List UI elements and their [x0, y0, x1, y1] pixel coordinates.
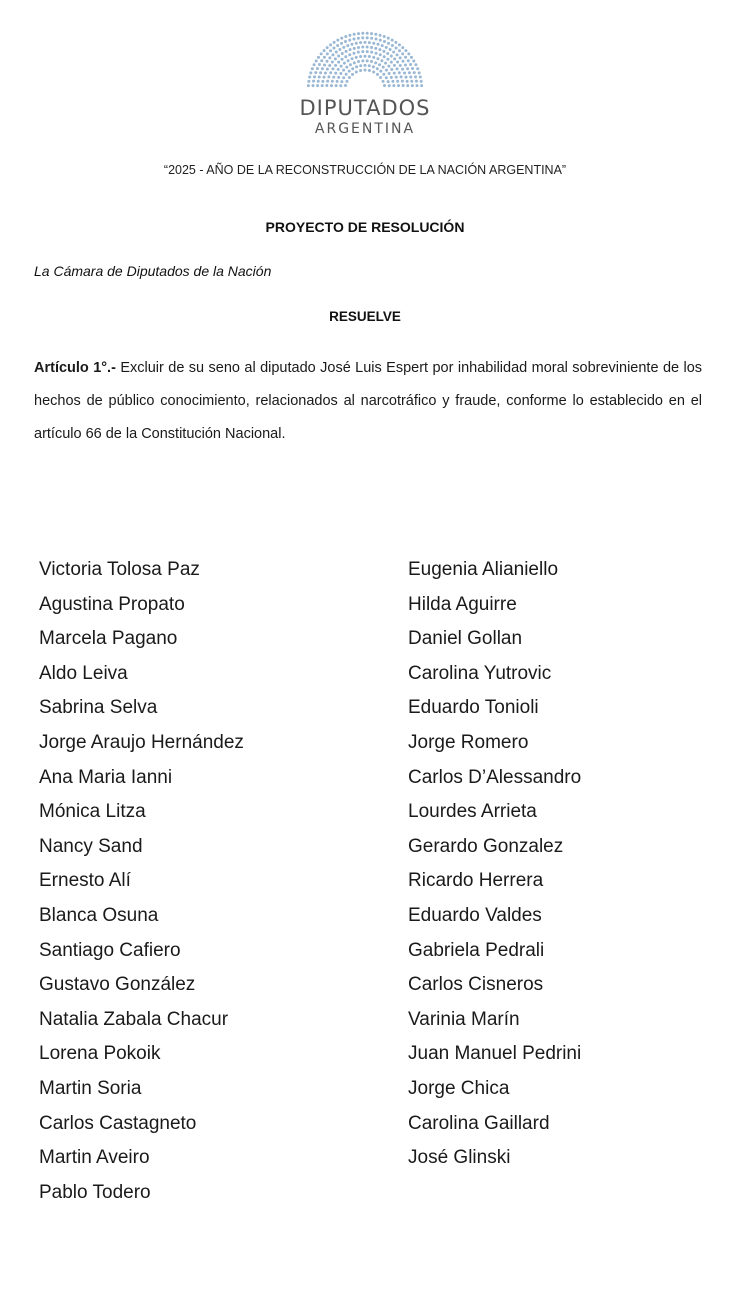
- hemicycle-seat-dot: [395, 76, 398, 79]
- signatory-name: Daniel Gollan: [408, 628, 523, 650]
- hemicycle-seat-dot: [329, 43, 332, 46]
- signatory-name: Jorge Chica: [408, 1077, 510, 1099]
- hemicycle-seat-dot: [377, 43, 380, 46]
- hemicycle-seat-dot: [406, 80, 409, 83]
- hemicycle-seat-dot: [416, 67, 419, 70]
- signatory-name: Ana Maria Ianni: [39, 766, 173, 788]
- hemicycle-seat-dot: [405, 76, 408, 79]
- signatory-name: Ernesto Alí: [39, 870, 131, 892]
- hemicycle-seat-dot: [364, 69, 367, 72]
- hemicycle-seat-dot: [309, 71, 312, 74]
- hemicycle-seat-dot: [388, 84, 391, 87]
- hemicycle-seat-dot: [331, 80, 334, 83]
- signatory-name: Carlos Cisneros: [408, 974, 544, 996]
- hemicycle-seat-dot: [330, 84, 333, 87]
- article-1: [34, 352, 702, 451]
- signatory-name: José Glinski: [408, 1147, 511, 1169]
- hemicycle-seat-dot: [400, 75, 403, 78]
- hemicycle-seat-dot: [308, 76, 311, 79]
- hemicycle-seat-dot: [393, 57, 396, 60]
- hemicycle-seat-dot: [409, 63, 412, 66]
- hemicycle-seat-dot: [380, 59, 383, 62]
- hemicycle-seat-dot: [314, 71, 317, 74]
- hemicycle-seat-dot: [357, 37, 360, 40]
- hemicycle-seat-dot: [340, 80, 343, 83]
- signatory-name: Pablo Todero: [39, 1181, 151, 1203]
- hemicycle-seat-dot: [407, 52, 410, 55]
- hemicycle-seat-dot: [390, 68, 393, 71]
- signatory-name: Mónica Litza: [39, 801, 146, 823]
- hemicycle-seat-dot: [366, 32, 369, 35]
- hemicycle-seat-dot: [404, 63, 407, 66]
- hemicycle-seat-dot: [379, 70, 382, 73]
- hemicycle-seat-dot: [357, 51, 360, 54]
- hemicycle-seat-dot: [359, 64, 362, 67]
- hemicycle-seat-dot: [372, 56, 375, 59]
- hemicycle-seat-dot: [387, 42, 390, 45]
- hemicycle-seat-dot: [364, 64, 367, 67]
- hemicycle-seat-dot: [351, 73, 354, 76]
- hemicycle-seat-dot: [378, 63, 381, 66]
- hemicycle-seat-dot: [320, 59, 323, 62]
- hemicycle-seat-dot: [414, 63, 417, 66]
- signatory-name: Martin Aveiro: [39, 1147, 150, 1169]
- hemicycle-seat-dot: [350, 43, 353, 46]
- signatory-name: Carlos D’Alessandro: [408, 766, 582, 788]
- signatory-name: Varinia Marín: [408, 1008, 520, 1030]
- hemicycle-seat-dot: [321, 84, 324, 87]
- hemicycle-seat-dot: [420, 84, 423, 87]
- hemicycle-seat-dot: [361, 32, 364, 35]
- hemicycle-seat-dot: [332, 47, 335, 50]
- hemicycle-seat-dot: [370, 37, 373, 40]
- hemicycle-seat-dot: [331, 53, 334, 56]
- hemicycle-seat-dot: [398, 71, 401, 74]
- signatory-name: Juan Manuel Pedrini: [408, 1043, 582, 1065]
- hemicycle-seat-dot: [347, 59, 350, 62]
- hemicycle-seat-dot: [381, 44, 384, 47]
- hemicycle-seat-dot: [366, 46, 369, 49]
- hemicycle-seat-dot: [364, 41, 367, 44]
- hemicycle-seat-dot: [401, 68, 404, 71]
- hemicycle-seat-dot: [376, 57, 379, 60]
- hemicycle-seat-dot: [393, 72, 396, 75]
- article-label: Artículo 1°.-: [34, 360, 116, 376]
- hemicycle-seat-dot: [375, 52, 378, 55]
- hemicycle-seat-dot: [326, 80, 329, 83]
- hemicycle-seat-dot: [391, 44, 394, 47]
- hemicycle-seat-dot: [357, 46, 360, 49]
- hemicycle-seat-dot: [392, 51, 395, 54]
- signatory-name: Carolina Yutrovic: [408, 662, 552, 684]
- hemicycle-seat-dot: [383, 84, 386, 87]
- signatory-name: Martin Soria: [39, 1077, 142, 1099]
- hemicycle-seat-dot: [355, 42, 358, 45]
- hemicycle-seat-dot: [323, 49, 326, 52]
- hemicycle-seat-dot: [313, 75, 316, 78]
- hemicycle-seat-dot: [402, 84, 405, 87]
- hemicycle-seat-dot: [335, 84, 338, 87]
- hemicycle-seat-dot: [325, 84, 328, 87]
- hemicycle-seat-dot: [333, 41, 336, 44]
- chamber-heading: La Cámara de Diputados de la Nación: [34, 263, 272, 279]
- hemicycle-seat-dot: [366, 36, 369, 39]
- hemicycle-seat-dot: [339, 72, 342, 75]
- hemicycle-seat-dot: [359, 55, 362, 58]
- hemicycle-seat-dot: [372, 70, 375, 73]
- hemicycle-seat-dot: [409, 75, 412, 78]
- hemicycle-seat-dot: [357, 32, 360, 35]
- hemicycle-seat-dot: [372, 65, 375, 68]
- hemicycle-seat-dot: [315, 59, 318, 62]
- hemicycle-seat-dot: [353, 47, 356, 50]
- hemicycle-seat-dot: [390, 76, 393, 79]
- hemicycle-seat-dot: [317, 80, 320, 83]
- hemicycle-seat-dot: [382, 50, 385, 53]
- hemicycle-seat-dot: [312, 80, 315, 83]
- hemicycle-seat-dot: [334, 57, 337, 60]
- hemicycle-seat-dot: [376, 67, 379, 70]
- resolve-heading: RESUELVE: [329, 309, 401, 324]
- hemicycle-seat-dot: [359, 41, 362, 44]
- hemicycle-seat-dot: [337, 61, 340, 64]
- hemicycle-seat-dot: [385, 69, 388, 72]
- hemicycle-seat-dot: [348, 39, 351, 42]
- hemicycle-seat-dot: [420, 80, 423, 83]
- hemicycle-seat-dot: [352, 52, 355, 55]
- hemicycle-seat-dot: [410, 80, 413, 83]
- hemicycle-seat-dot: [361, 36, 364, 39]
- hemicycle-seat-dot: [411, 84, 414, 87]
- hemicycle-seat-dot: [311, 67, 314, 70]
- hemicycle-seat-dot: [403, 72, 406, 75]
- hemicycle-seat-dot: [376, 73, 379, 76]
- hemicycle-seat-dot: [374, 47, 377, 50]
- hemicycle-seat-dot: [355, 56, 358, 59]
- hemicycle-seat-dot: [383, 40, 386, 43]
- hemicycle-seat-dot: [384, 62, 387, 65]
- hemicycle-seat-dot: [336, 80, 339, 83]
- hemicycle-seat-dot: [326, 60, 329, 63]
- hemicycle-seat-dot: [334, 72, 337, 75]
- hemicycle-seat-dot: [342, 76, 345, 79]
- hemicycle-seat-dot: [326, 46, 329, 49]
- hemicycle-seat-dot: [344, 35, 347, 38]
- hemicycle-seat-dot: [323, 56, 326, 59]
- hemicycle-seat-dot: [401, 46, 404, 49]
- hemicycle-seat-dot: [410, 56, 413, 59]
- hemicycle-seat-dot: [351, 67, 354, 70]
- hemicycle-seat-dot: [398, 43, 401, 46]
- hemicycle-seat-dot: [370, 46, 373, 49]
- hemicycle-seat-dot: [394, 41, 397, 44]
- hemicycle-seat-dot: [339, 84, 342, 87]
- signatory-name: Gustavo González: [39, 974, 196, 996]
- hemicycle-seat-dot: [355, 65, 358, 68]
- hemicycle-icon: [305, 30, 425, 92]
- hemicycle-seat-dot: [368, 55, 371, 58]
- hemicycle-seat-dot: [399, 56, 402, 59]
- hemicycle-seat-dot: [368, 69, 371, 72]
- hemicycle-seat-dot: [326, 68, 329, 71]
- hemicycle-seat-dot: [344, 40, 347, 43]
- hemicycle-seat-dot: [353, 61, 356, 64]
- signatory-name: Blanca Osuna: [39, 904, 159, 926]
- signatory-name: Marcela Pagano: [39, 628, 178, 650]
- hemicycle-seat-dot: [321, 67, 324, 70]
- signatories-right: [408, 556, 581, 1179]
- hemicycle-seat-dot: [386, 58, 389, 61]
- hemicycle-seat-dot: [361, 50, 364, 53]
- signatory-name: Jorge Araujo Hernández: [39, 731, 244, 753]
- hemicycle-seat-dot: [389, 48, 392, 51]
- hemicycle-seat-dot: [327, 75, 330, 78]
- hemicycle-seat-dot: [396, 60, 399, 63]
- hemicycle-seat-dot: [396, 80, 399, 83]
- hemicycle-seat-dot: [391, 39, 394, 42]
- hemicycle-seat-dot: [328, 56, 331, 59]
- signatory-name: Eduardo Valdes: [408, 904, 542, 926]
- hemicycle-seat-dot: [321, 80, 324, 83]
- hemicycle-seat-dot: [359, 69, 362, 72]
- signatory-name: Lorena Pokoik: [39, 1043, 161, 1065]
- hemicycle-seat-dot: [398, 49, 401, 52]
- hemicycle-seat-dot: [412, 59, 415, 62]
- hemicycle-seat-dot: [379, 76, 382, 79]
- hemicycle-seat-dot: [311, 84, 314, 87]
- hemicycle-seat-dot: [368, 64, 371, 67]
- hemicycle-seat-dot: [382, 80, 385, 83]
- hemicycle-seat-dot: [335, 51, 338, 54]
- hemicycle-seat-dot: [374, 61, 377, 64]
- hemicycle-seat-dot: [345, 50, 348, 53]
- signatory-name: Gerardo Gonzalez: [408, 835, 564, 857]
- hemicycle-seat-dot: [382, 66, 385, 69]
- hemicycle-seat-dot: [349, 48, 352, 51]
- hemicycle-seat-dot: [348, 76, 351, 79]
- hemicycle-seat-dot: [408, 71, 411, 74]
- hemicycle-seat-dot: [318, 63, 321, 66]
- signatory-name: Gabriela Pedrali: [408, 939, 545, 961]
- hemicycle-seat-dot: [329, 71, 332, 74]
- hemicycle-seat-dot: [338, 48, 341, 51]
- hemicycle-seat-dot: [401, 80, 404, 83]
- hemicycle-seat-dot: [404, 49, 407, 52]
- article-text: Excluir de su seno al diputado José Luis Espert por inhabilidad moral sobreviniente de los hechos de público conocimiento, relacionados al narcotráfico y fraude, conforme lo establecido en el artículo 66 de la Constitución Nacional.: [34, 360, 703, 442]
- year-motto: “2025 - AÑO DE LA RECONSTRUCCIÓN DE LA NACIÓN ARGENTINA”: [163, 163, 567, 177]
- hemicycle-seat-dot: [366, 59, 369, 62]
- signatory-name: Natalia Zabala Chacur: [39, 1008, 229, 1030]
- signatory-name: Carlos Castagneto: [39, 1112, 197, 1134]
- signatory-name: Nancy Sand: [39, 835, 143, 857]
- hemicycle-seat-dot: [317, 56, 320, 59]
- hemicycle-seat-dot: [342, 69, 345, 72]
- hemicycle-seat-dot: [379, 53, 382, 56]
- hemicycle-seat-dot: [328, 64, 331, 67]
- hemicycle-seat-dot: [340, 37, 343, 40]
- hemicycle-seat-dot: [383, 35, 386, 38]
- hemicycle-seat-dot: [331, 60, 334, 63]
- hemicycle-seat-dot: [366, 50, 369, 53]
- hemicycle-seat-dot: [336, 44, 339, 47]
- hemicycle-seat-dot: [383, 55, 386, 58]
- hemicycle-seat-dot: [386, 52, 389, 55]
- hemicycle-seat-dot: [336, 39, 339, 42]
- signatory-name: Hilda Aguirre: [408, 593, 517, 615]
- hemicycle-seat-dot: [342, 46, 345, 49]
- signatory-name: Victoria Tolosa Paz: [39, 559, 200, 580]
- signatory-name: Sabrina Selva: [39, 697, 158, 719]
- hemicycle-seat-dot: [340, 65, 343, 68]
- logo-subtitle: ARGENTINA: [314, 121, 416, 137]
- hemicycle-seat-dot: [357, 60, 360, 63]
- signatory-name: Eugenia Alianiello: [408, 559, 559, 580]
- logo-title: DIPUTADOS: [299, 96, 431, 120]
- signatory-name: Santiago Cafiero: [39, 939, 181, 961]
- hemicycle-seat-dot: [332, 76, 335, 79]
- hemicycle-seat-dot: [318, 75, 321, 78]
- hemicycle-seat-dot: [413, 71, 416, 74]
- hemicycle-seat-dot: [379, 39, 382, 42]
- hemicycle-seat-dot: [388, 72, 391, 75]
- hemicycle-seat-dot: [395, 47, 398, 50]
- hemicycle-seat-dot: [361, 46, 364, 49]
- hemicycle-seat-dot: [415, 80, 418, 83]
- hemicycle-seat-dot: [337, 76, 340, 79]
- hemicycle-seat-dot: [320, 52, 323, 55]
- hemicycle-seat-dot: [368, 41, 371, 44]
- hemicycle-seat-dot: [401, 52, 404, 55]
- hemicycle-seat-dot: [323, 63, 326, 66]
- hemicycle-seat-dot: [353, 33, 356, 36]
- hemicycle-seat-dot: [406, 84, 409, 87]
- hemicycle-seat-dot: [322, 76, 325, 79]
- document-title: PROYECTO DE RESOLUCIÓN: [265, 219, 465, 235]
- hemicycle-seat-dot: [344, 84, 347, 87]
- signatory-name: Jorge Romero: [408, 731, 529, 753]
- hemicycle-seat-dot: [387, 37, 390, 40]
- hemicycle-seat-dot: [346, 44, 349, 47]
- hemicycle-seat-dot: [374, 33, 377, 36]
- diputados-logo: [0, 30, 730, 137]
- hemicycle-seat-dot: [334, 64, 337, 67]
- hemicycle-seat-dot: [396, 67, 399, 70]
- hemicycle-seat-dot: [316, 84, 319, 87]
- hemicycle-seat-dot: [404, 56, 407, 59]
- hemicycle-seat-dot: [343, 62, 346, 65]
- hemicycle-seat-dot: [307, 80, 310, 83]
- hemicycle-seat-dot: [370, 60, 373, 63]
- hemicycle-seat-dot: [414, 75, 417, 78]
- hemicycle-seat-dot: [387, 65, 390, 68]
- hemicycle-seat-dot: [379, 34, 382, 37]
- hemicycle-seat-dot: [313, 63, 316, 66]
- hemicycle-seat-dot: [348, 34, 351, 37]
- hemicycle-seat-dot: [396, 53, 399, 56]
- hemicycle-seat-dot: [370, 32, 373, 35]
- hemicycle-seat-dot: [385, 46, 388, 49]
- hemicycle-seat-dot: [337, 55, 340, 58]
- hemicycle-seat-dot: [416, 84, 419, 87]
- hemicycle-seat-dot: [355, 70, 358, 73]
- hemicycle-seat-dot: [406, 67, 409, 70]
- hemicycle-seat-dot: [411, 67, 414, 70]
- hemicycle-seat-dot: [372, 42, 375, 45]
- hemicycle-seat-dot: [390, 61, 393, 64]
- hemicycle-seat-dot: [349, 63, 352, 66]
- hemicycle-seat-dot: [364, 55, 367, 58]
- hemicycle-seat-dot: [351, 57, 354, 60]
- hemicycle-seat-dot: [307, 84, 310, 87]
- hemicycle-seat-dot: [345, 80, 348, 83]
- signatory-name: Carolina Gaillard: [408, 1112, 550, 1134]
- signatories-left: [39, 556, 244, 1213]
- hemicycle-seat-dot: [407, 59, 410, 62]
- hemicycle-seat-dot: [418, 71, 421, 74]
- hemicycle-seat-dot: [401, 60, 404, 63]
- hemicycle-seat-dot: [361, 59, 364, 62]
- hemicycle-seat-dot: [341, 52, 344, 55]
- signatory-name: Aldo Leiva: [39, 662, 128, 684]
- hemicycle-seat-dot: [340, 42, 343, 45]
- hemicycle-seat-dot: [331, 67, 334, 70]
- hemicycle-seat-dot: [345, 73, 348, 76]
- hemicycle-seat-dot: [390, 55, 393, 58]
- hemicycle-seat-dot: [387, 80, 390, 83]
- hemicycle-seat-dot: [419, 76, 422, 79]
- signatory-name: Ricardo Herrera: [408, 870, 544, 892]
- hemicycle-seat-dot: [375, 37, 378, 40]
- hemicycle-seat-dot: [319, 71, 322, 74]
- hemicycle-seat-dot: [399, 64, 402, 67]
- hemicycle-seat-dot: [345, 66, 348, 69]
- hemicycle-seat-dot: [382, 73, 385, 76]
- hemicycle-seat-dot: [348, 53, 351, 56]
- hemicycle-seat-dot: [316, 67, 319, 70]
- hemicycle-seat-dot: [324, 72, 327, 75]
- signatory-name: Agustina Propato: [39, 593, 185, 615]
- hemicycle-seat-dot: [397, 84, 400, 87]
- hemicycle-seat-dot: [378, 48, 381, 51]
- hemicycle-seat-dot: [392, 84, 395, 87]
- hemicycle-seat-dot: [341, 58, 344, 61]
- hemicycle-seat-dot: [329, 49, 332, 52]
- hemicycle-seat-dot: [391, 80, 394, 83]
- signatory-name: Lourdes Arrieta: [408, 801, 537, 823]
- hemicycle-seat-dot: [348, 70, 351, 73]
- hemicycle-seat-dot: [353, 37, 356, 40]
- hemicycle-seat-dot: [337, 68, 340, 71]
- hemicycle-seat-dot: [370, 51, 373, 54]
- signatory-name: Eduardo Tonioli: [408, 697, 539, 719]
- hemicycle-seat-dot: [344, 55, 347, 58]
- hemicycle-seat-dot: [393, 64, 396, 67]
- hemicycle-seat-dot: [385, 76, 388, 79]
- hemicycle-seat-dot: [326, 52, 329, 55]
